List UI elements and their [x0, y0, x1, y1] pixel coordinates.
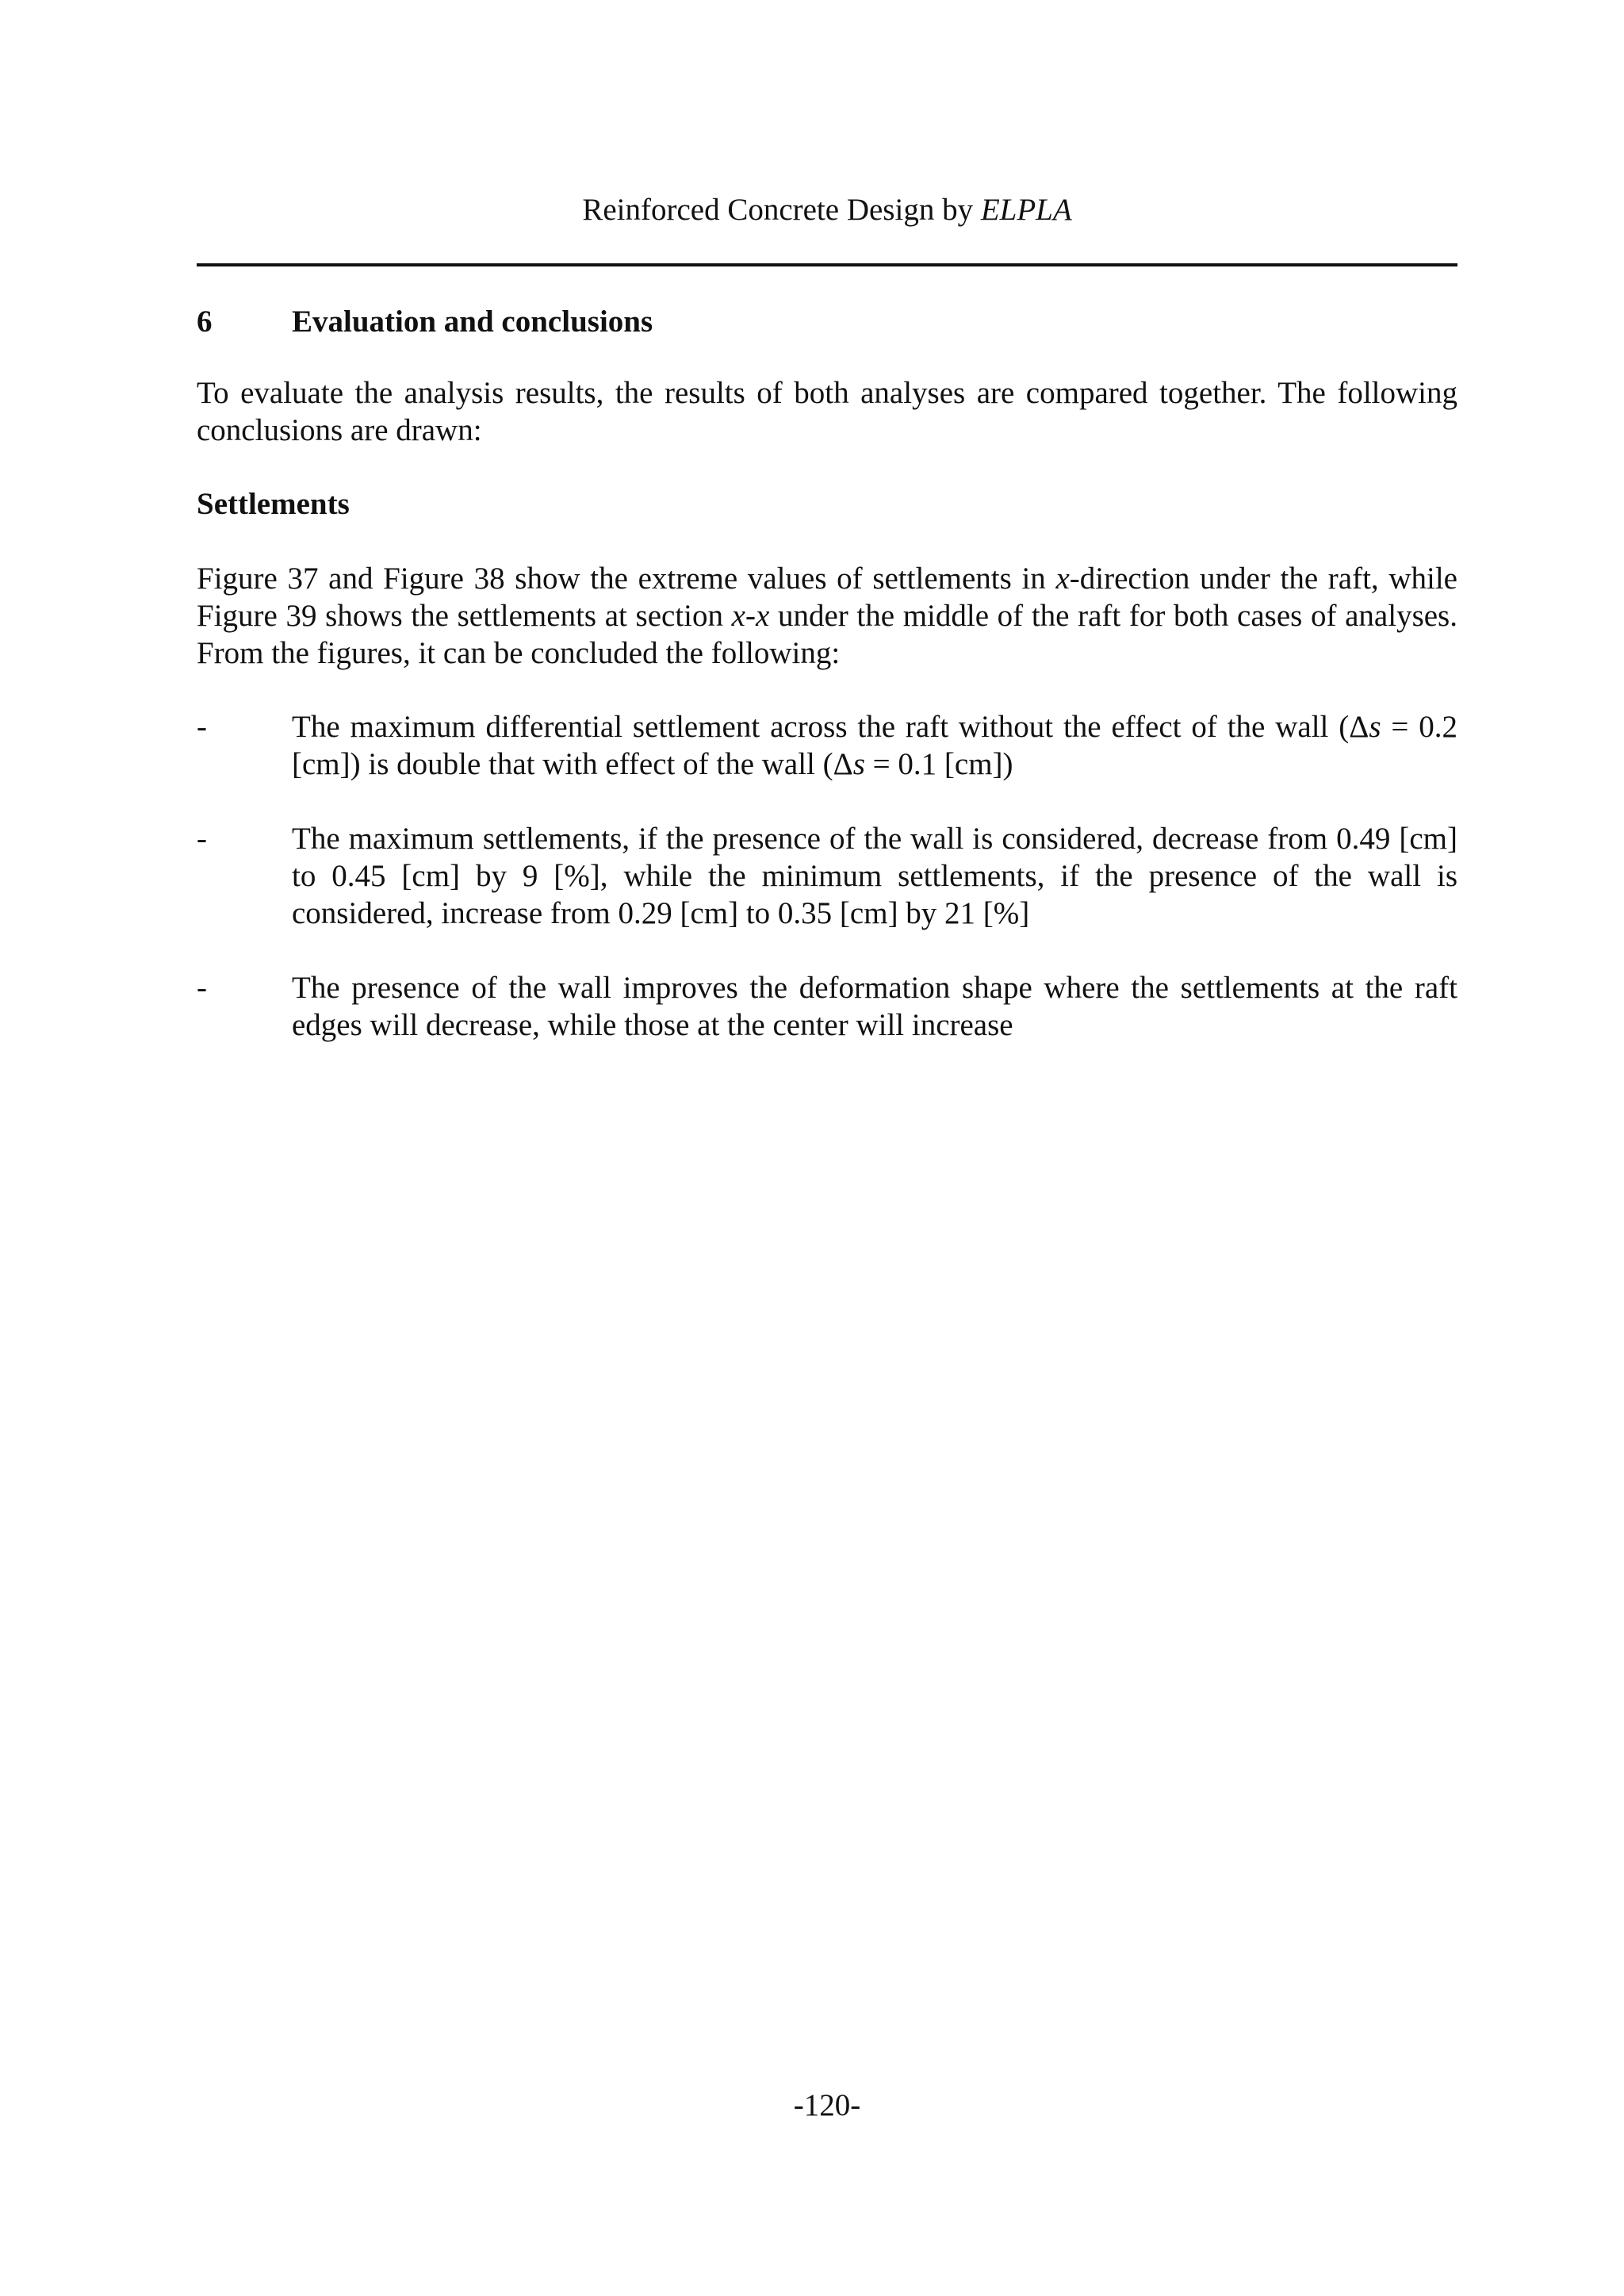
- page-number: -120-: [793, 2088, 861, 2122]
- list-item: [197, 969, 1457, 1044]
- list-item-marker: -: [197, 971, 207, 1005]
- subsection-heading: Settlements: [197, 487, 350, 521]
- figures-paragraph-section-x2: x: [755, 599, 770, 633]
- figures-paragraph-text-2: -direction under the raft, while Figure 39 shows the settlements at section: [197, 562, 1457, 633]
- list-item: [197, 708, 1457, 783]
- list-item-text-part-3: = 0.1 [cm]): [864, 747, 1013, 781]
- figures-paragraph: [197, 560, 1457, 672]
- list-item-text: The maximum settlements, if the presence of the wall is considered, decrease from 0.49 [cm] to 0.45 [cm] by 9 [%], while the minimum settlements, if the presence of the wall is considered, increase from 0.29 [cm] to 0.35 [cm] by 21 [%]: [292, 822, 1457, 930]
- list-item-text-part-2: = 0.2 [cm]) is double that with effect of the wall (Δ: [292, 710, 1457, 781]
- figures-paragraph-section-x1: x: [731, 599, 745, 633]
- running-header-text: Reinforced Concrete Design by: [582, 193, 981, 227]
- running-header-software-name: ELPLA: [980, 193, 1072, 227]
- list-item-italic-s: s: [852, 747, 865, 781]
- section-heading: [197, 304, 1457, 340]
- list-item-marker: -: [197, 822, 207, 856]
- figures-paragraph-italic-x: x: [1055, 562, 1070, 596]
- figures-paragraph-text-3: under the middle of the raft for both cases of analyses. From the figures, it can be concluded the following:: [197, 599, 1457, 670]
- section-title: Evaluation and conclusions: [292, 305, 653, 339]
- list-item-text-part-1: The maximum differential settlement across the raft without the effect of the wall (Δ: [292, 710, 1369, 744]
- list-item-marker: -: [197, 710, 207, 744]
- running-header: [197, 192, 1457, 228]
- list-item-text: [292, 708, 1457, 783]
- list-item-italic-s: s: [1369, 710, 1381, 744]
- intro-paragraph: To evaluate the analysis results, the results of both analyses are compared together. The following conclusions are drawn:: [197, 376, 1457, 447]
- header-divider: [197, 263, 1457, 266]
- list-item-text: The presence of the wall improves the deformation shape where the settlements at the raft edges will decrease, while those at the center will increase: [292, 971, 1457, 1042]
- figures-paragraph-text-1: Figure 37 and Figure 38 show the extreme values of settlements in: [197, 562, 1056, 596]
- section-number: 6: [197, 305, 213, 339]
- figures-paragraph-section-dash: -: [745, 599, 756, 633]
- list-item: [197, 820, 1457, 932]
